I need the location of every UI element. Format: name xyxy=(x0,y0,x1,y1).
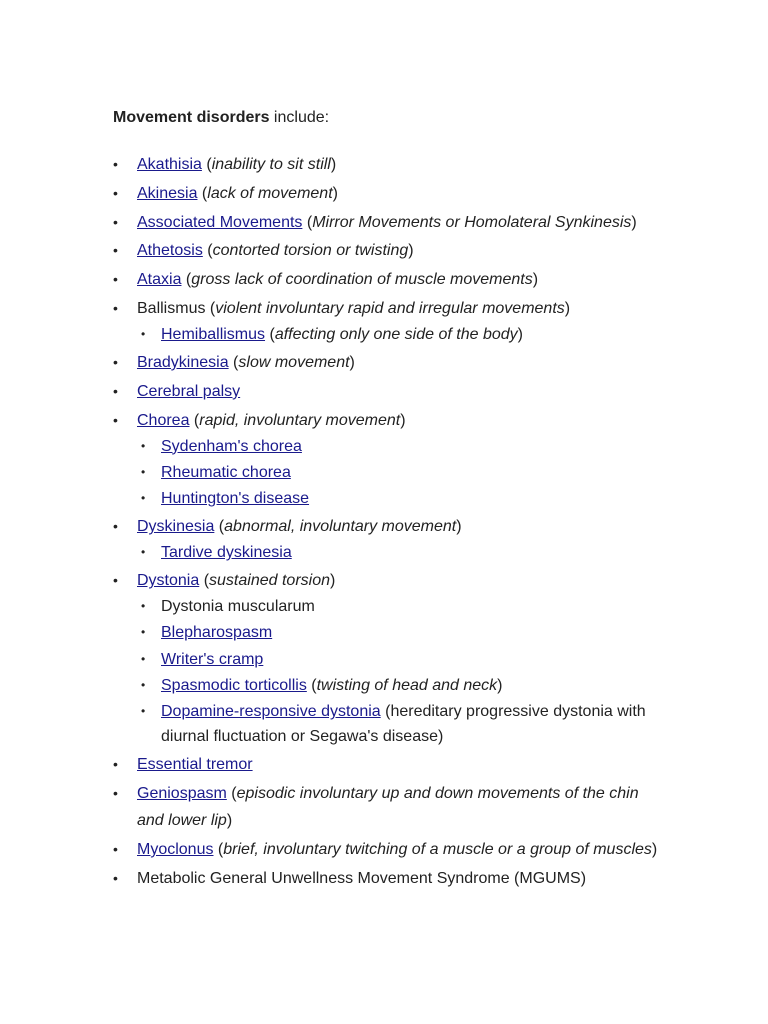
term-link[interactable]: Blepharospasm xyxy=(161,624,273,642)
list-item-akathisia: • Akathisia (inability to sit still) xyxy=(113,151,658,178)
sub-list xyxy=(137,540,658,565)
list-item-geniospasm: • Geniospasm (episodic involuntary up and down movements of the chin and lower lip) xyxy=(113,780,658,834)
list-item-akinesia: • Akinesia (lack of movement) xyxy=(113,180,658,207)
term-text: Metabolic General Unwellness Movement Syndrome (MGUMS) xyxy=(137,869,587,887)
term-description: twisting of head and neck xyxy=(316,677,498,695)
sub-list-item-tardive-dyskinesia xyxy=(137,540,658,565)
list-item-dyskinesia: • Dyskinesia (abnormal, involuntary movement) • Tardive dyskinesia xyxy=(113,513,658,565)
list-item-ataxia: • Ataxia (gross lack of coordination of muscle movements) xyxy=(113,266,658,293)
term-link[interactable]: Sydenham's chorea xyxy=(161,437,302,455)
term-description: violent involuntary rapid and irregular movements xyxy=(215,299,565,317)
term-description: affecting only one side of the body xyxy=(274,325,518,343)
term-description: sustained torsion xyxy=(209,572,330,590)
term-link[interactable]: Writer's cramp xyxy=(161,650,264,668)
sub-list-item-hemiballismus: • Hemiballismus (affecting only one side of the body) xyxy=(137,322,658,347)
term-link[interactable]: Athetosis xyxy=(137,242,203,260)
list-item-myoclonus: • Myoclonus (brief, involuntary twitching of a muscle or a group of muscles) xyxy=(113,836,658,863)
term-link[interactable]: Myoclonus xyxy=(137,840,214,858)
sub-list-item-rheumatic-chorea xyxy=(137,460,658,485)
term-link[interactable]: Akathisia xyxy=(137,156,202,173)
term-link[interactable]: Spasmodic torticollis xyxy=(161,677,307,695)
term-text: Ballismus xyxy=(137,299,206,317)
term-link[interactable]: Huntington's disease xyxy=(161,490,310,508)
list-item-ballismus: • Ballismus (violent involuntary rapid and irregular movements) • Hemiballismus (affecting only one side of the body) xyxy=(113,295,658,347)
term-description: hereditary progressive dystonia with diurnal fluctuation or Segawa's disease xyxy=(161,703,646,746)
list-item-essential-tremor xyxy=(113,751,658,778)
list-item-dystonia: • Dystonia (sustained torsion) • Dystonia muscularum • Blepharospasm • Writer's cramp • Spasmodic torticollis (twisting of head and neck) • Dopamine-responsive dystonia (hereditary progressive dystonia with diurnal fluctuation or Segawa's disease) xyxy=(113,567,658,749)
list-item-athetosis: • Athetosis (contorted torsion or twisting) xyxy=(113,237,658,264)
term-link[interactable]: Hemiballismus xyxy=(161,325,266,343)
sub-list-item-sydenham-s-chorea xyxy=(137,434,658,459)
term-link[interactable]: Dystonia xyxy=(137,572,200,590)
term-link[interactable]: Dopamine-responsive dystonia xyxy=(161,703,381,721)
list-item-metabolic-general-unwellness-movement-syndrome-mgums xyxy=(113,865,658,892)
list-item-bradykinesia: • Bradykinesia (slow movement) xyxy=(113,349,658,376)
list-item-chorea: • Chorea (rapid, involuntary movement) • Sydenham's chorea • Rheumatic chorea • Huntington's disease xyxy=(113,407,658,512)
term-link[interactable]: Cerebral palsy xyxy=(137,382,241,400)
term-link[interactable]: Ataxia xyxy=(137,271,182,289)
term-link[interactable]: Associated Movements xyxy=(137,213,303,231)
term-text: Dystonia muscularum xyxy=(161,598,315,616)
term-description: contorted torsion or twisting xyxy=(212,242,409,260)
term-link[interactable]: Akinesia xyxy=(137,184,198,202)
term-description: slow movement xyxy=(238,353,350,371)
term-link[interactable]: Rheumatic chorea xyxy=(161,463,291,481)
movement-disorders-list xyxy=(113,151,658,892)
term-description: rapid, involuntary movement xyxy=(199,411,401,429)
term-description: abnormal, involuntary movement xyxy=(224,518,457,536)
sub-list xyxy=(137,594,658,749)
intro-rest: include: xyxy=(269,109,330,126)
sub-list-item-dystonia-muscularum xyxy=(137,594,658,619)
term-link[interactable]: Essential tremor xyxy=(137,756,253,774)
article-body xyxy=(113,108,658,894)
term-link[interactable]: Dyskinesia xyxy=(137,518,215,536)
sub-list xyxy=(137,434,658,512)
term-link[interactable]: Bradykinesia xyxy=(137,353,229,371)
intro-bold: Movement disorders xyxy=(113,109,270,126)
term-description: Mirror Movements or Homolateral Synkinesis xyxy=(312,213,632,231)
sub-list-item-writer-s-cramp xyxy=(137,647,658,672)
intro-paragraph xyxy=(113,108,658,128)
sub-list-item-huntington-s-disease xyxy=(137,486,658,511)
sub-list-item-dopamine-responsive-dystonia: • Dopamine-responsive dystonia (hereditary progressive dystonia with diurnal fluctuation or Segawa's disease) xyxy=(137,699,658,749)
term-description: inability to sit still xyxy=(211,156,331,173)
term-link[interactable]: Tardive dyskinesia xyxy=(161,544,292,562)
term-description: lack of movement xyxy=(207,184,333,202)
sub-list-item-blepharospasm xyxy=(137,620,658,645)
list-item-cerebral-palsy xyxy=(113,378,658,405)
list-item-associated-movements: • Associated Movements (Mirror Movements or Homolateral Synkinesis) xyxy=(113,209,658,236)
term-link[interactable]: Chorea xyxy=(137,411,190,429)
term-description: brief, involuntary twitching of a muscle or a group of muscles xyxy=(223,840,652,858)
term-description: gross lack of coordination of muscle movements xyxy=(191,271,533,289)
term-link[interactable]: Geniospasm xyxy=(137,785,227,803)
sub-list xyxy=(137,322,658,347)
term-description: episodic involuntary up and down movements of the chin and lower lip xyxy=(137,785,639,830)
sub-list-item-spasmodic-torticollis: • Spasmodic torticollis (twisting of head and neck) xyxy=(137,673,658,698)
